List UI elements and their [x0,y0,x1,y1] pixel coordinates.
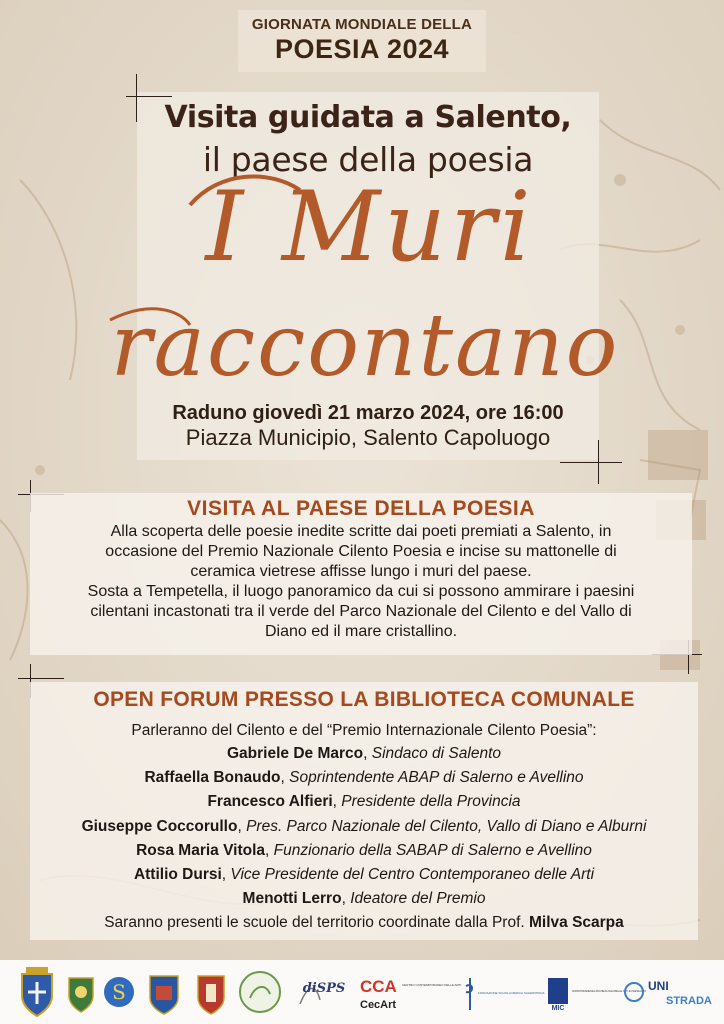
visit-text-line: Sosta a Tempetella, il luogo panoramico da cui si possono ammirare i paesini [87,583,635,600]
municipality-shield-logo [64,964,98,1020]
speaker-line: Giuseppe Coccorullo, Pres. Parco Nazionale del Cilento, Vallo di Diano e Alburni [81,818,647,835]
speaker-role: Soprintendente ABAP di Salerno e Avellino [289,769,584,786]
meeting-date: Raduno giovedì 21 marzo 2024, ore 16:00 [172,402,564,424]
speaker-name: Francesco Alfieri [207,793,333,810]
disps-logo [294,964,354,1020]
script-title [70,150,670,400]
forum-section-heading: OPEN FORUM PRESSO LA BIBLIOTECA COMUNALE [93,688,635,711]
script-title-line-2: raccontano [110,296,620,396]
speaker-name: Giuseppe Coccorullo [81,818,238,835]
unistrada-text-2: STRADA [666,995,712,1007]
event-title: POESIA 2024 [274,34,450,64]
centro-text: CENTRO CONTEMPORANEO DELLE ARTI [402,983,462,987]
cecart-logo [356,964,462,1020]
fondazione-text: FONDAZIONE SCUOLA MEDICA SALERNITANA [478,991,545,995]
visit-text-line: cilentani incastonati tra il verde del Parco Nazionale del Cilento e del Vallo di [90,603,632,620]
fondazione-logo [462,964,545,1020]
visit-text-line: ceramica vietrese affisse lungo i muri del paese. [190,563,532,580]
title-line-1: Visita guidata a Salento, [164,100,572,135]
visit-section-heading: VISITA AL PAESE DELLA POESIA [187,497,535,520]
speaker-role: Presidente della Provincia [341,793,521,810]
speaker-line: Raffaella Bonaudo, Soprintendente ABAP di Salerno e Avellino [144,769,584,786]
speaker-role: Funzionario della SABAP di Salerno e Avellino [273,842,592,859]
unistrada-text-1: UNI [648,979,669,993]
disps-text: diSPS [302,981,346,996]
speaker-line: Gabriele De Marco, Sindaco di Salento [227,745,501,762]
closing-line [30,913,698,933]
castle-shield-logo [146,964,182,1020]
speaker-name: Gabriele De Marco [227,745,364,762]
soprintendenza-text: SOPRINTENDENZA ARCHEOLOGIA BELLE ARTI E PAESAGGIO [572,990,647,993]
speaker-name: Menotti Lerro [242,890,342,907]
closing-text: Saranno presenti le scuole del territorio coordinate dalla Prof. [104,914,525,931]
visit-text-line: Diano ed il mare cristallino. [264,623,458,640]
speaker-line: Menotti Lerro, Ideatore del Premio [242,890,486,907]
round-green-logo [236,964,284,1020]
cecart-text: CecArt [360,999,397,1011]
visit-text-line: Alla scoperta delle poesie inedite scritte dai poeti premiati a Salento, in [110,523,612,540]
mic-logo [546,964,647,1020]
speaker-role: Pres. Parco Nazionale del Cilento, Vallo di Diano e Alburni [246,818,647,835]
script-title-line-1: I Muri [205,171,535,283]
forum-intro: Parleranno del Cilento e del “Premio Internazionale Cilento Poesia”: [131,722,597,739]
title-line-2: il paese della poesia [202,140,534,179]
speaker-role: Sindaco di Salento [371,745,501,762]
unistrada-logo [620,964,720,1020]
closing-name: Milva Scarpa [529,914,624,931]
speaker-line: Francesco Alfieri, Presidente della Provincia [207,793,521,810]
svg-text:S: S [112,980,126,1004]
speaker-line: Attilio Dursi, Vice Presidente del Centro Contemporaneo delle Arti [133,866,595,883]
speaker-line: Rosa Maria Vitola, Funzionario della SABAP di Salerno e Avellino [136,842,592,859]
speaker-role: Vice Presidente del Centro Contemporaneo delle Arti [230,866,595,883]
cca-text: CCA [360,977,397,996]
tower-shield-logo [194,964,228,1020]
speaker-role: Ideatore del Premio [350,890,486,907]
round-s-logo [102,964,136,1020]
salento-crest-logo [14,964,60,1020]
speaker-name: Raffaella Bonaudo [144,769,281,786]
speaker-name: Rosa Maria Vitola [136,842,266,859]
event-subtitle: GIORNATA MONDIALE DELLA [251,16,473,33]
visit-text-line: occasione del Premio Nazionale Cilento Poesia e incise su mattonelle di [105,543,617,560]
mic-text: MIC [551,1005,565,1012]
meeting-place: Piazza Municipio, Salento Capoluogo [185,425,551,450]
speaker-name: Attilio Dursi [133,866,222,883]
